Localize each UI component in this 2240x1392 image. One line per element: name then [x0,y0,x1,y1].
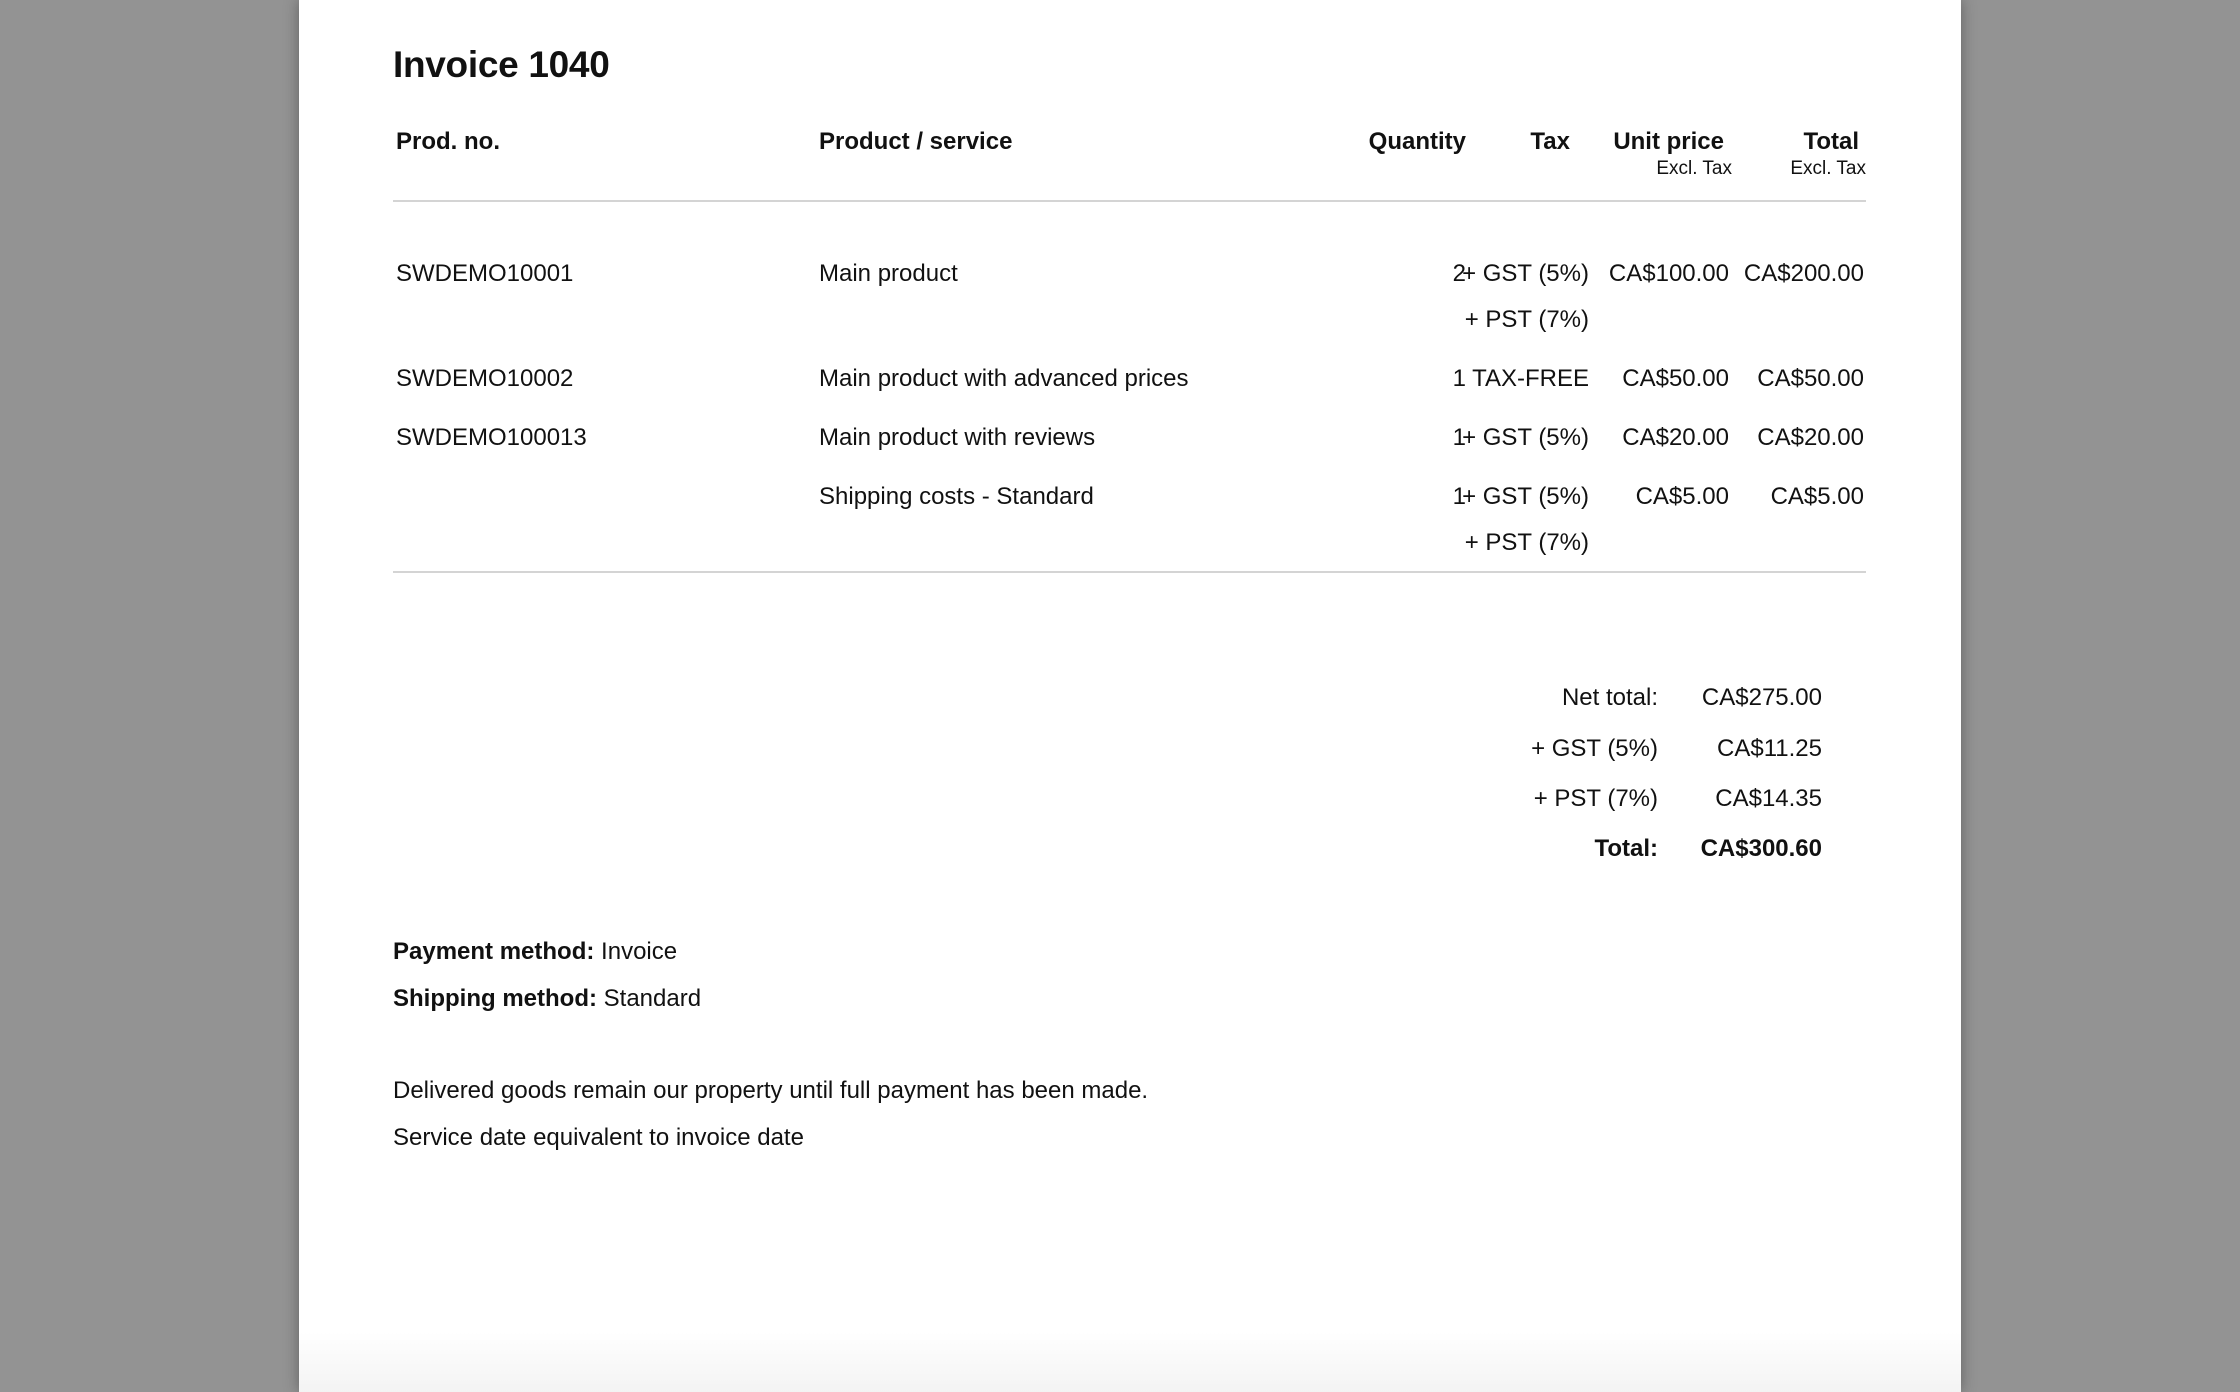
table-bottom-divider [393,571,1866,573]
header-total-sub: Excl. Tax [1790,158,1866,179]
header-unit-price: Unit price [1613,128,1724,155]
row-unit-price: CA$20.00 [1622,424,1729,451]
row-product: Main product with reviews [819,424,1096,451]
header-quantity: Quantity [1368,128,1466,155]
row-tax: TAX-FREE [1472,365,1589,392]
header-product: Product / service [819,128,1013,155]
pst-value: CA$14.35 [1715,785,1822,812]
row-tax: + GST (5%) [1462,260,1589,287]
grand-total-label: Total: [1594,835,1658,862]
table-row [393,483,1866,556]
pst-label: + PST (7%) [1533,785,1658,812]
row-prod-no: SWDEMO100013 [396,424,587,451]
header-total: Total [1803,128,1859,155]
payment-method-label: Payment method: [393,938,595,965]
header-divider [393,200,1866,202]
row-unit-price: CA$100.00 [1608,260,1729,287]
invoice-page [299,0,1961,1392]
payment-method [393,938,677,966]
row-quantity: 1 [1452,483,1466,510]
grand-total-value: CA$300.60 [1700,835,1822,862]
note-ownership: Delivered goods remain our property until full payment has been made. [393,1077,1149,1104]
row-tax: + GST (5%) [1462,483,1589,510]
shipping-method-label: Shipping method: [393,985,597,1012]
header-tax: Tax [1530,128,1570,155]
shipping-method [393,985,701,1013]
row-quantity: 2 [1452,260,1466,287]
table-row [393,424,1866,464]
page-bottom-fade [299,1332,1961,1392]
net-total-label: Net total: [1561,684,1658,711]
row-total: CA$200.00 [1743,260,1864,287]
row-quantity: 1 [1452,424,1466,451]
row-total: CA$50.00 [1757,365,1864,392]
row-quantity: 1 [1452,365,1466,392]
row-tax: + GST (5%) [1462,424,1589,451]
gst-value: CA$11.25 [1717,735,1822,762]
row-unit-price: CA$5.00 [1635,483,1729,510]
shipping-method-value: Standard [603,985,702,1012]
header-prod-no: Prod. no. [396,128,500,155]
row-prod-no: SWDEMO10001 [396,260,574,287]
row-product: Shipping costs - Standard [819,483,1094,510]
invoice-title: Invoice 1040 [393,44,610,85]
gst-label: + GST (5%) [1531,735,1658,762]
row-total: CA$5.00 [1770,483,1864,510]
header-unit-price-sub: Excl. Tax [1656,158,1732,179]
row-total: CA$20.00 [1757,424,1864,451]
row-product: Main product [819,260,958,287]
table-row [393,260,1866,333]
payment-method-value: Invoice [601,938,678,965]
row-tax: + PST (7%) [1464,306,1589,333]
row-tax: + PST (7%) [1464,529,1589,556]
table-row [393,365,1866,405]
note-service-date: Service date equivalent to invoice date [393,1124,804,1151]
row-prod-no: SWDEMO10002 [396,365,574,392]
net-total-value: CA$275.00 [1701,684,1822,711]
row-product: Main product with advanced prices [819,365,1189,392]
row-unit-price: CA$50.00 [1622,365,1729,392]
